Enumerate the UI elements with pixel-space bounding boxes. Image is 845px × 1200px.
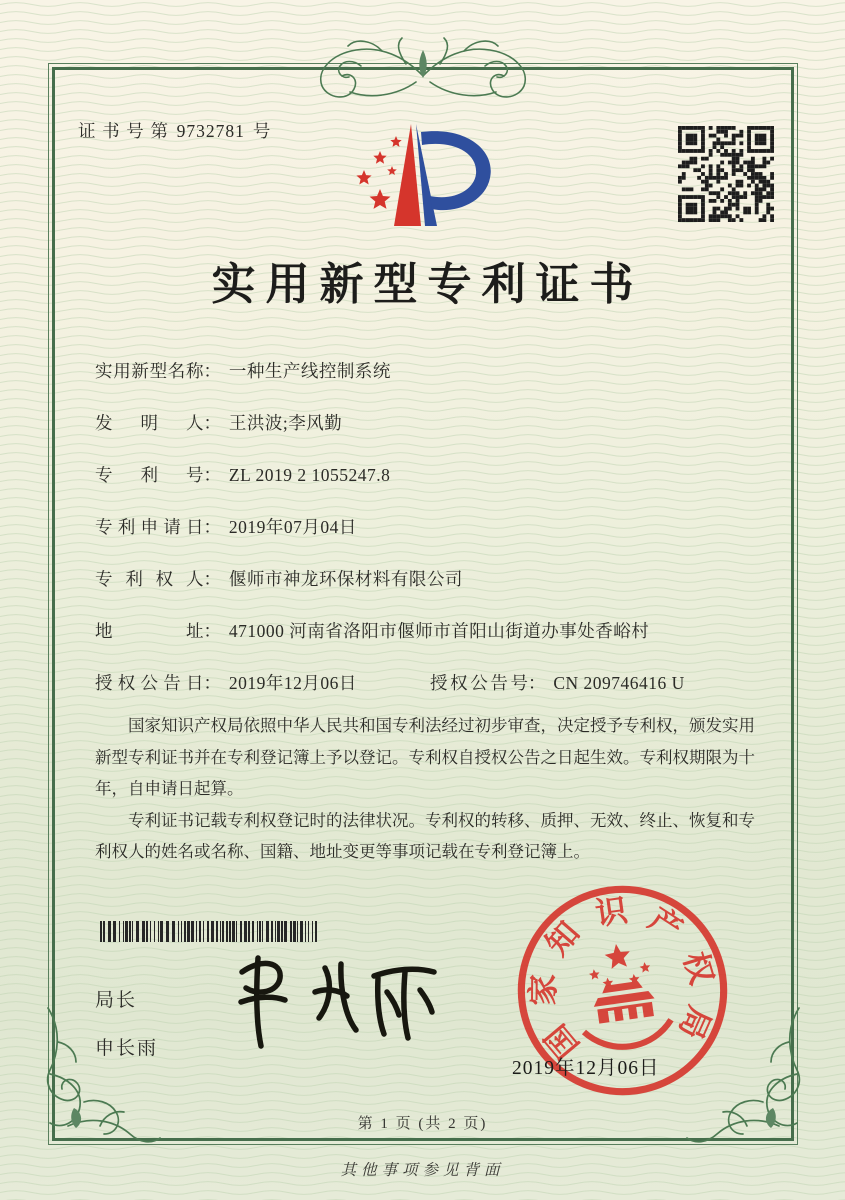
svg-text:知: 知: [539, 915, 587, 963]
back-side-note: 其他事项参见背面: [340, 1162, 505, 1179]
certificate-number-prefix: 证书号第: [78, 121, 175, 141]
director-title: 局长: [95, 990, 138, 1011]
grant-number-value: CN 209746416 U: [553, 673, 685, 693]
page-number: 第 1 页 (共 2 页): [357, 1116, 488, 1132]
grant-number-label: 授权公告号: [430, 673, 528, 693]
qr-code-icon: [678, 126, 774, 222]
field-row-utility-name: 实用新型名称： 一种生产线控制系统: [95, 358, 785, 383]
field-row-filing-date: 专利申请日： 2019年07月04日: [95, 514, 785, 539]
field-row-grant: 授权公告日： 2019年12月06日 授权公告号： CN 209746416 U: [95, 670, 785, 695]
svg-text:产: 产: [642, 900, 689, 948]
director-name: 申长雨: [95, 1038, 159, 1059]
field-value: 偃师市神龙环保材料有限公司: [228, 569, 463, 589]
legal-paragraph-2: 专利证书记载专利权登记时的法律状况。专利权的转移、质押、无效、终止、恢复和专利权人的姓名或名称、国籍、地址变更等事项记载在专利登记簿上。: [95, 810, 755, 861]
svg-text:权: 权: [676, 947, 720, 989]
svg-text:国: 国: [538, 1017, 586, 1065]
field-label: 专利申请日: [95, 517, 204, 537]
field-label: 专利权人: [95, 569, 204, 589]
certificate-number-suffix: 号: [252, 121, 271, 141]
field-value: 王洪波;李风勤: [228, 413, 343, 433]
barcode-icon: [100, 921, 322, 942]
grant-date-value: 2019年12月06日: [228, 673, 357, 693]
certificate-title: 实用新型专利证书: [211, 260, 644, 309]
field-row-patent-number: 专利号： ZL 2019 2 1055247.8: [95, 462, 785, 487]
director-signature-icon: [228, 942, 443, 1054]
seal-date: 2019年12月06日: [512, 1058, 660, 1079]
certificate-number: [78, 118, 270, 143]
cnipa-round-seal-icon: [490, 858, 755, 1123]
field-value: ZL 2019 2 1055247.8: [228, 465, 391, 485]
grant-number-pair: 授权公告号： CN 209746416 U: [430, 670, 685, 695]
legal-paragraph-1: 国家知识产权局依照中华人民共和国专利法经过初步审查，决定授予专利权，颁发实用新型专利证书并在专利登记簿上予以登记。专利权自授权公告之日起生效。专利权期限为十年，自申请日起算。: [95, 716, 755, 798]
legal-text: [95, 710, 755, 868]
cnipa-logo-icon: [336, 116, 508, 238]
field-label: 发明人: [95, 413, 204, 433]
field-label: 地址: [95, 621, 204, 641]
field-row-patentee: 专利权人： 偃师市神龙环保材料有限公司: [95, 566, 785, 591]
svg-text:家: 家: [525, 973, 562, 1006]
field-row-address: 地址： 471000 河南省洛阳市偃师市首阳山街道办事处香峪村: [95, 618, 785, 643]
field-value: 2019年07月04日: [228, 517, 357, 537]
field-label: 实用新型名称: [95, 361, 204, 381]
certificate-number-digits: 9732781: [176, 121, 245, 141]
field-row-inventor: 发明人： 王洪波;李风勤: [95, 410, 785, 435]
grant-date-label: 授权公告日: [95, 673, 204, 693]
svg-text:识: 识: [593, 892, 630, 932]
field-label: 专利号: [95, 465, 204, 485]
svg-text:局: 局: [672, 1001, 718, 1045]
director-block: [95, 985, 158, 1060]
field-value: 一种生产线控制系统: [228, 361, 391, 381]
field-value: 471000 河南省洛阳市偃师市首阳山街道办事处香峪村: [228, 621, 650, 641]
